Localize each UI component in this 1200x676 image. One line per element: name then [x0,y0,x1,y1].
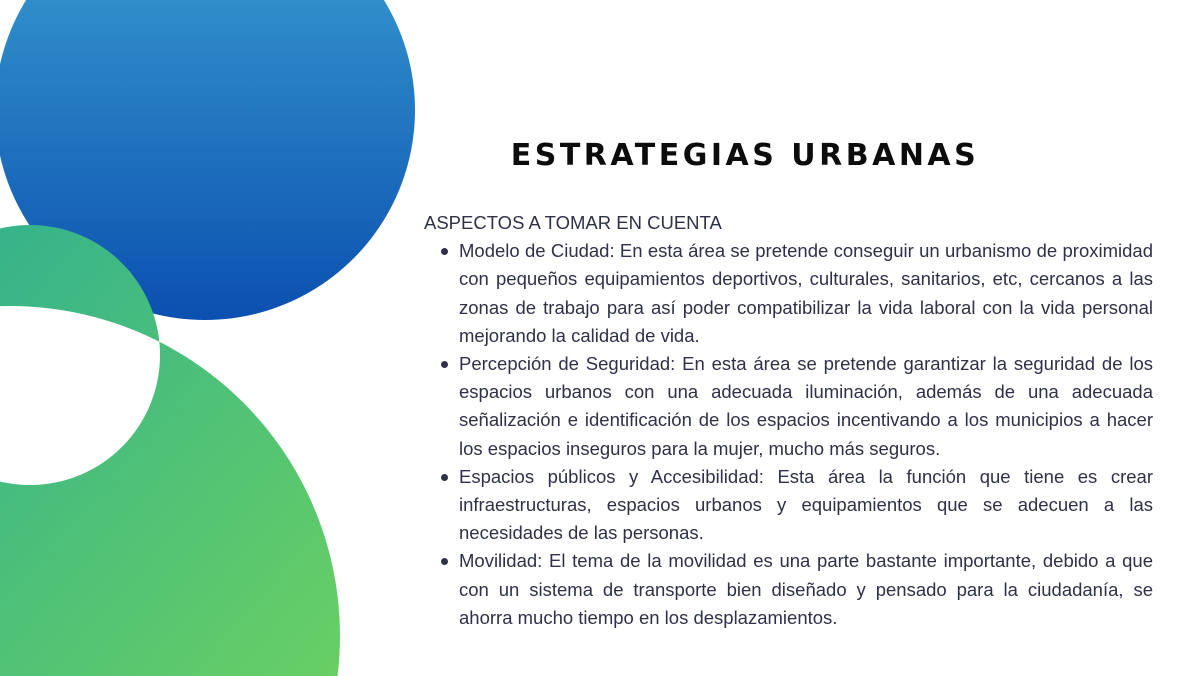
list-item-text: Percepción de Seguridad: En esta área se pretende garantizar la seguridad de los espacios urbanos con una adecuada iluminación, además de una adecuada señalización e identificación de los espacios incentivando a los municipios a hacer los espacios inseguros para la mujer, mucho más seguros. [459,353,1153,459]
bullet-icon [441,558,448,565]
strategy-list [424,237,1153,632]
list-item [424,463,1153,548]
list-item [424,237,1153,350]
section-subtitle: ASPECTOS A TOMAR EN CUENTA [424,212,722,233]
bullet-icon [441,474,448,481]
list-item [424,350,1153,463]
slide-title: ESTRATEGIAS URBANAS [510,138,980,173]
list-item-text: Modelo de Ciudad: En esta área se pretende conseguir un urbanismo de proximidad con pequeños equipamientos deportivos, culturales, sanitarios, etc, cercanos a las zonas de trabajo para así poder compatibilizar la vida laboral con la vida personal mejorando la calidad de vida. [459,240,1153,346]
list-item-text: Movilidad: El tema de la movilidad es una parte bastante importante, debido a que con un sistema de transporte bien diseñado y pensado para la ciudadanía, se ahorra mucho tiempo en los desplazamientos. [459,550,1153,628]
list-item-text: Espacios públicos y Accesibilidad: Esta área la función que tiene es crear infraestructuras, espacios urbanos y equipamientos que se adecuen a las necesidades de las personas. [459,465,1153,544]
list-item [424,547,1153,632]
bullet-icon [441,248,448,255]
slide-content [424,209,1153,632]
bullet-icon [441,361,448,368]
